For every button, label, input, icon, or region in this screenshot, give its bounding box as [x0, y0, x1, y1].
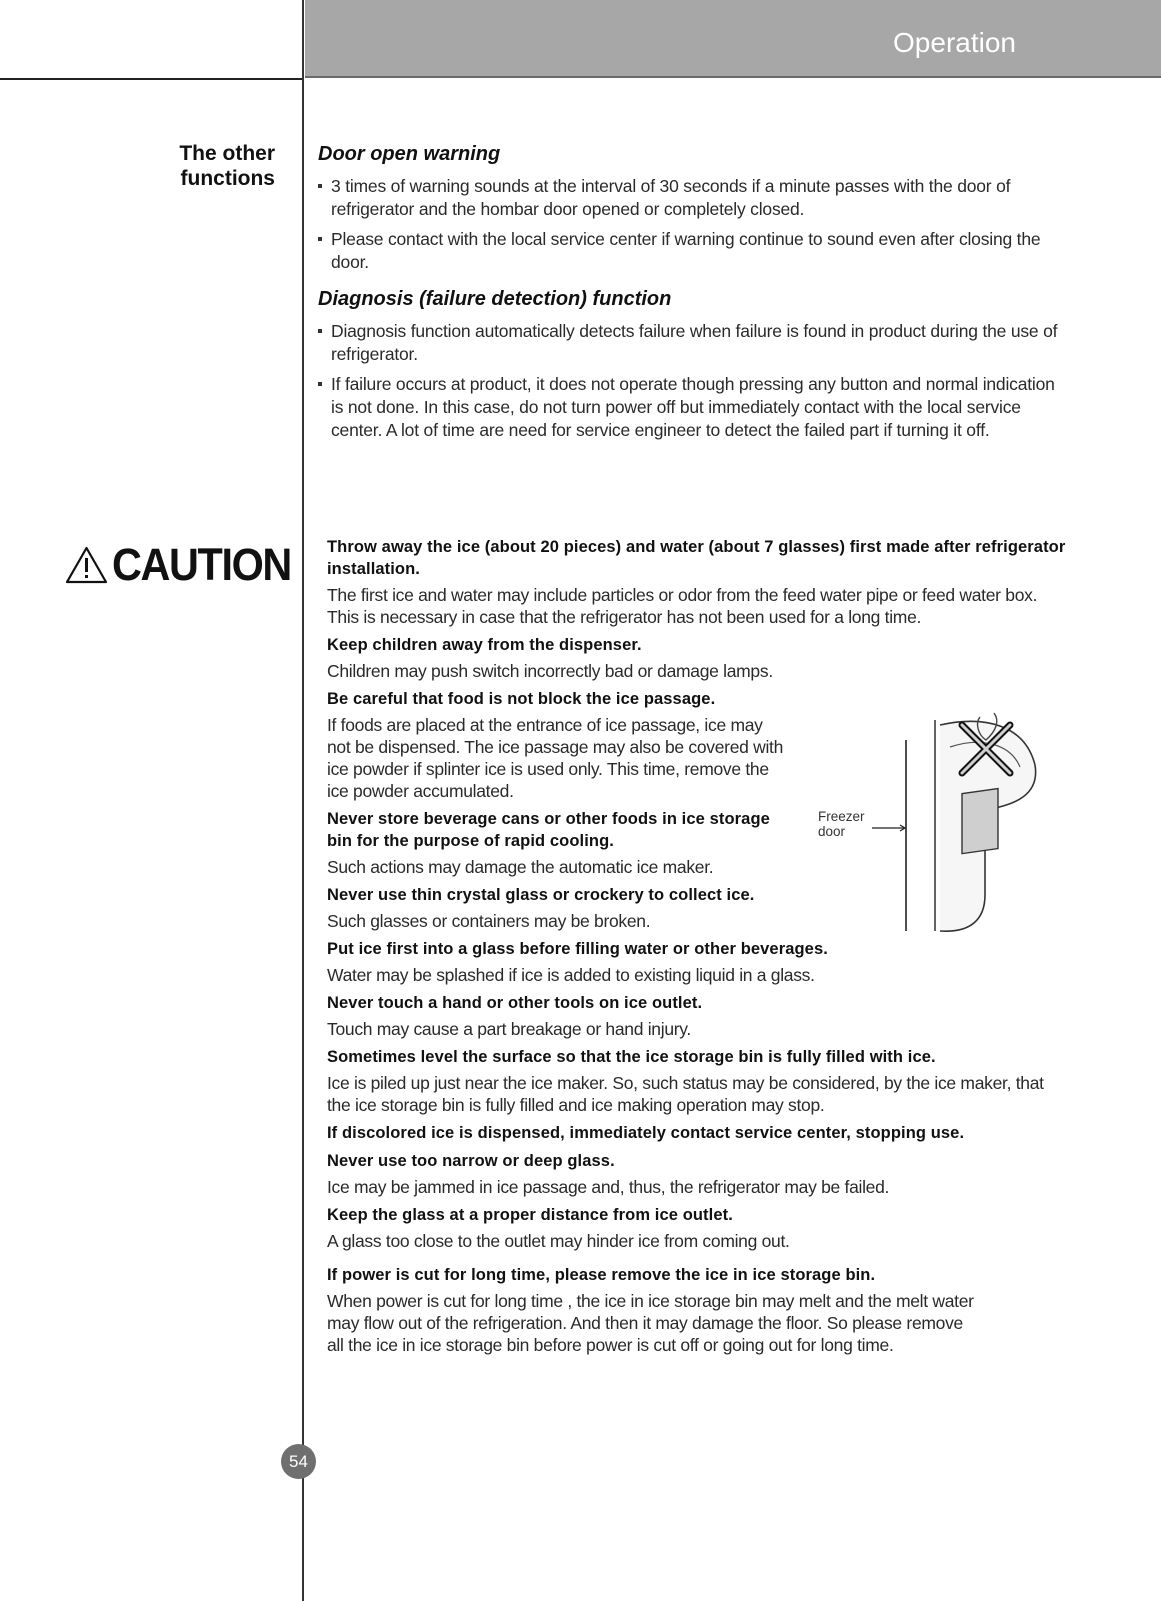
side-title-line1: The other — [179, 142, 275, 165]
caution-item-text: If foods are placed at the entrance of ice passage, ice may not be dispensed. The ice passage may also be covered with ice powder if splinter ice is used only. This time, remove the ice powder accumulated. — [327, 715, 784, 801]
section-heading: Door open warning — [318, 143, 501, 165]
caution-item — [327, 1122, 1067, 1144]
caution-item-title: Keep the glass at a proper distance from ice outlet. — [327, 1206, 733, 1224]
header-bar — [305, 0, 1161, 78]
side-title — [75, 141, 275, 191]
caution-item-title: Be careful that food is not block the ice passage. — [327, 690, 716, 708]
bullet-list — [318, 320, 1058, 442]
bullet-list — [318, 175, 1058, 274]
caution-item-text: Children may push switch incorrectly bad or damage lamps. — [327, 661, 773, 681]
caution-item-text: Such glasses or containers may be broken. — [327, 911, 651, 931]
vertical-divider — [302, 0, 304, 1601]
warning-triangle-icon — [64, 545, 109, 585]
caution-item-title: Throw away the ice (about 20 pieces) and water (about 7 glasses) first made after refrigerator installation. — [327, 538, 1066, 578]
header-title: Operation — [893, 27, 1016, 58]
caution-item — [327, 938, 1067, 986]
caution-item-title: Never touch a hand or other tools on ice outlet. — [327, 994, 703, 1012]
caution-label: CAUTION — [112, 539, 291, 590]
caution-item-text: A glass too close to the outlet may hinder ice from coming out. — [327, 1231, 790, 1251]
bullet-item: 3 times of warning sounds at the interval of 30 seconds if a minute passes with the door of refrigerator and the hombar door opened or completely closed. — [318, 175, 1058, 221]
page-number: 54 — [281, 1444, 316, 1479]
section-door-open-warning — [318, 143, 1058, 274]
caution-item-text: When power is cut for long time , the ice in ice storage bin may melt and the melt water may flow out of the refrigeration. And then it may damage the floor. So please remove all the ice in ice storage bin before power is cut off or going out for long time. — [327, 1291, 974, 1355]
caution-item-text: Ice is piled up just near the ice maker. So, such status may be considered, by the ice maker, that the ice storage bin is fully filled and ice making operation may stop. — [327, 1073, 1044, 1115]
caution-item-text: Touch may cause a part breakage or hand injury. — [327, 1019, 691, 1039]
caution-item-title: If discolored ice is dispensed, immediately contact service center, stopping use. — [327, 1124, 965, 1142]
figure-label-line2: door — [818, 824, 846, 839]
caution-item — [327, 992, 1067, 1040]
caution-item-text: Ice may be jammed in ice passage and, thus, the refrigerator may be failed. — [327, 1177, 890, 1197]
caution-item-title: If power is cut for long time, please remove the ice in ice storage bin. — [327, 1266, 876, 1284]
freezer-door-figure — [810, 695, 1070, 945]
caution-item — [327, 1150, 1067, 1198]
caution-item-title: Put ice first into a glass before filling water or other beverages. — [327, 940, 828, 958]
caution-item — [327, 536, 1067, 628]
caution-item-text: Water may be splashed if ice is added to existing liquid in a glass. — [327, 965, 815, 985]
caution-item-title: Keep children away from the dispenser. — [327, 636, 642, 654]
main-content — [318, 143, 1058, 456]
caution-item-title: Never store beverage cans or other foods in ice storage bin for the purpose of rapid cooling. — [327, 810, 770, 850]
caution-item — [327, 634, 1067, 682]
side-title-line2: functions — [180, 167, 275, 190]
caution-item-text: Such actions may damage the automatic ice maker. — [327, 857, 714, 877]
bullet-item: If failure occurs at product, it does not operate though pressing any button and normal indication is not done. In this case, do not turn power off but immediately contact with the local service center. A lot of time are need for service engineer to detect the failed part if turning it off. — [318, 373, 1058, 442]
bullet-item: Please contact with the local service center if warning continue to sound even after closing the door. — [318, 228, 1058, 274]
section-diagnosis — [318, 288, 1058, 442]
caution-heading — [64, 539, 306, 591]
caution-item — [327, 1046, 1067, 1116]
caution-item — [327, 1264, 977, 1356]
caution-list — [327, 536, 1067, 1362]
caution-item — [327, 1204, 1067, 1252]
freezer-door-label — [818, 809, 865, 839]
caution-item-title: Sometimes level the surface so that the ice storage bin is fully filled with ice. — [327, 1048, 936, 1066]
caution-item-text: The first ice and water may include particles or odor from the feed water pipe or feed water box. This is necessary in case that the refrigerator has not been used for a long time. — [327, 585, 1038, 627]
caution-item-title: Never use thin crystal glass or crockery to collect ice. — [327, 886, 755, 904]
top-rule — [0, 78, 302, 80]
caution-item-title: Never use too narrow or deep glass. — [327, 1152, 615, 1170]
figure-label-line1: Freezer — [818, 809, 865, 824]
section-heading: Diagnosis (failure detection) function — [318, 288, 672, 310]
bullet-item: Diagnosis function automatically detects failure when failure is found in product during the use of refrigerator. — [318, 320, 1058, 366]
